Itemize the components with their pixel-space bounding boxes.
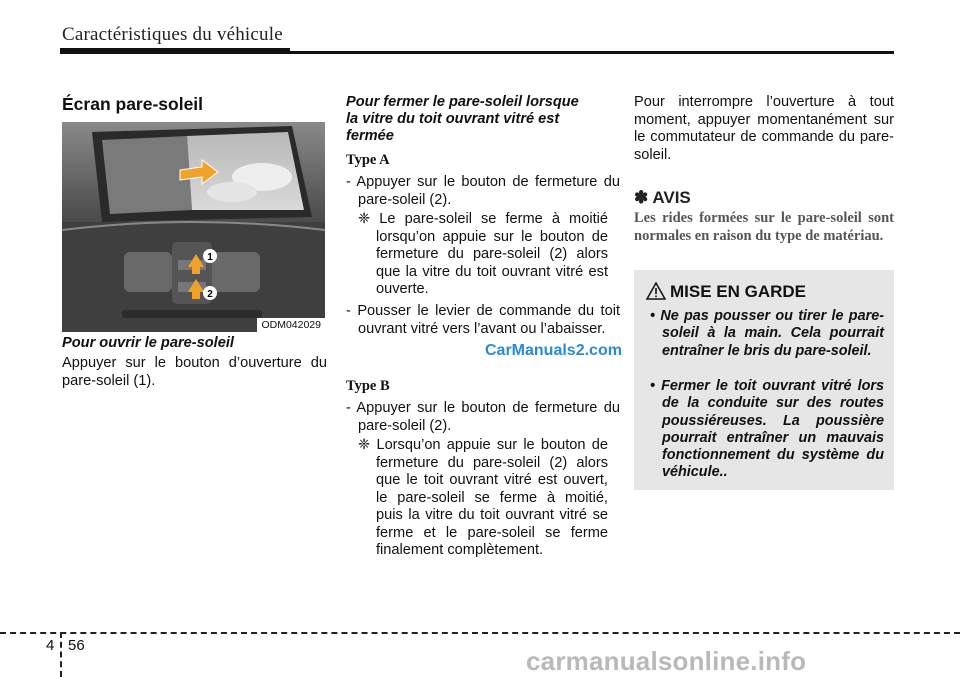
type-a-heading: Type A [346, 152, 390, 168]
asterisk-icon: ✽ [634, 188, 649, 207]
footer-divider [60, 632, 62, 677]
type-b-note: ❈ Lorsqu’on appuie sur le bouton de fermeture du pare-soleil (2) alors que le toit ouvrant vitré est ouvert, le pare-soleil se ferme à moitié, puis la vitre du toit ouvrant vitré se ferme et le pare-soleil se ferme finalement complètement. [358, 437, 608, 558]
header-rule [60, 51, 894, 54]
subheading-open: Pour ouvrir le pare-soleil [62, 335, 234, 351]
page-number: 56 [68, 637, 85, 654]
avis-heading [634, 188, 691, 208]
subheading-close [346, 94, 608, 145]
carmanuals-watermark: CarManuals2.com [485, 342, 622, 359]
subheading-close-line: la vitre du toit ouvrant vitré est [346, 111, 560, 127]
type-b-heading: Type B [346, 378, 390, 394]
type-b-step-1: - Appuyer sur le bouton de fermeture du pare-soleil (2). [346, 400, 620, 434]
sunshade-photo [62, 122, 325, 332]
type-a-step-1: - Appuyer sur le bouton de fermeture du pare-soleil (2). [346, 174, 620, 208]
running-header: Caractéristiques du véhicule [62, 24, 283, 45]
caution-item: • Ne pas pousser ou tirer le pare-soleil à la main. Cela pourrait entraîner le bris du pare-soleil. [650, 308, 884, 359]
warning-triangle-icon [646, 282, 666, 305]
callout-2: 2 [207, 289, 213, 300]
chapter-number: 4 [46, 637, 55, 654]
sunshade-illustration [62, 122, 325, 332]
type-a-note: ❈ Le pare-soleil se ferme à moitié lorsqu’on appuie sur le bouton de fermeture du pare-soleil (2) alors que la vitre du toit ouvrant vitré est ouverte. [358, 211, 608, 297]
caution-title: MISE EN GARDE [670, 282, 807, 301]
photo-code: ODM042029 [257, 318, 325, 332]
avis-text: Les rides formées sur le pare-soleil sont normales en raison du type de matériau. [634, 210, 894, 244]
caution-item: • Fermer le toit ouvrant vitré lors de la conduite sur des routes poussiéreuses. La poussière pourrait entraîner un mauvais fonctionnement du système du véhicule.. [650, 378, 884, 481]
subheading-close-line: Pour fermer le pare-soleil lorsque [346, 94, 579, 110]
callout-1: 1 [207, 252, 213, 263]
interrupt-instructions: Pour interrompre l’ouverture à tout moment, appuyer momentanément sur le commutateur de commande du pare-soleil. [634, 94, 894, 163]
subheading-close-line: fermée [346, 128, 394, 144]
type-a-step-2: - Pousser le levier de commande du toit ouvrant vitré vers l’avant ou l’abaisser. [346, 303, 620, 337]
section-heading: Écran pare-soleil [62, 94, 204, 114]
site-watermark: carmanualsonline.info [526, 646, 807, 676]
caution-box [634, 270, 894, 490]
footer-rule [0, 632, 960, 634]
open-instructions: Appuyer sur le bouton d’ouverture du pare-soleil (1). [62, 355, 327, 389]
avis-title: AVIS [652, 188, 691, 207]
